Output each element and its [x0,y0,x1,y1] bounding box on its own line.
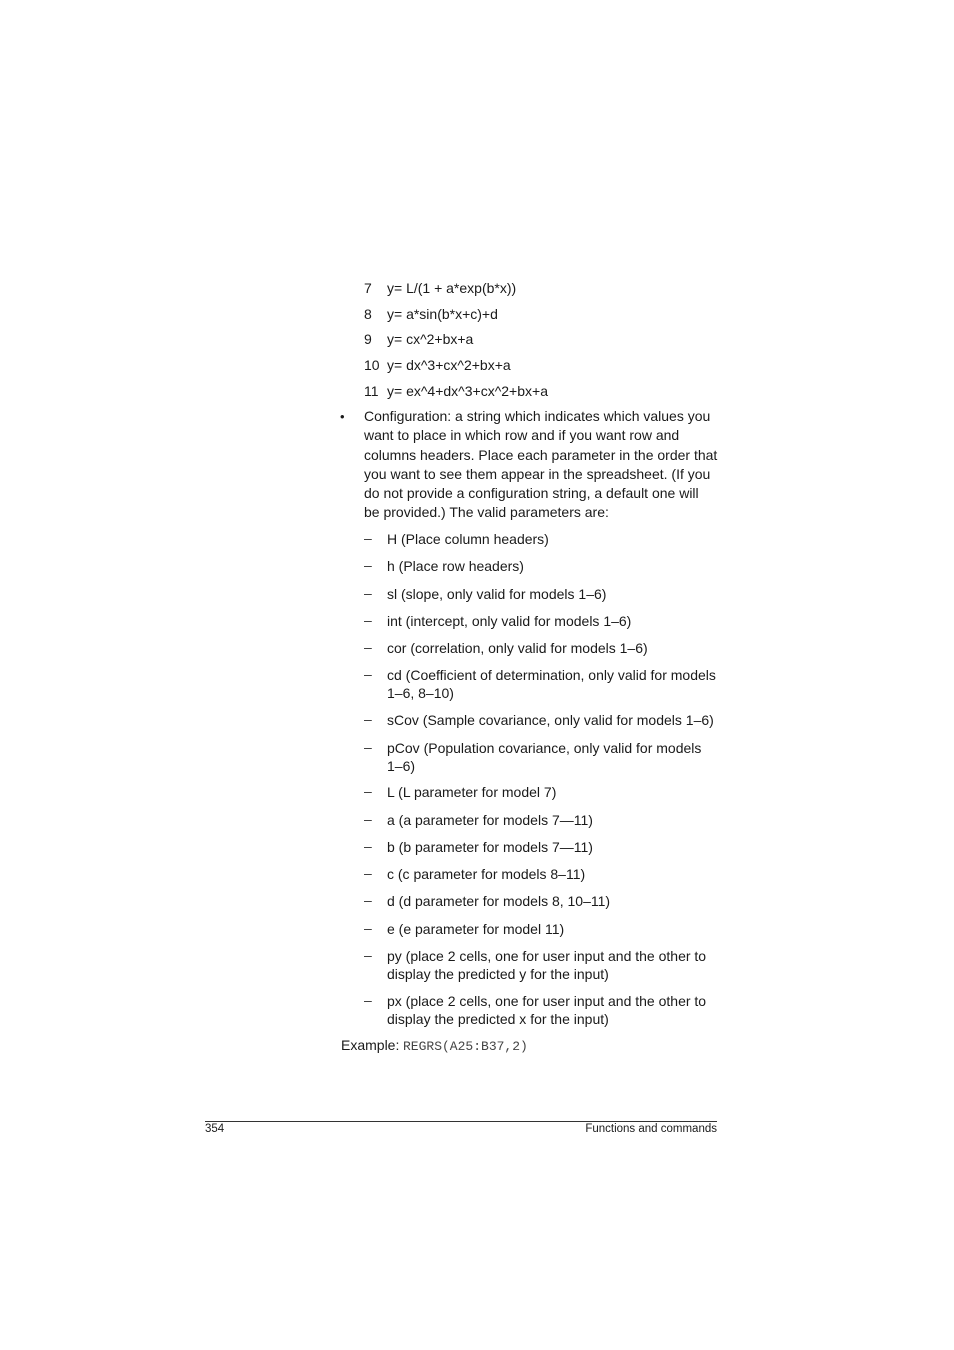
dash-marker: – [364,639,372,655]
parameter-text: display the predicted x for the input) [387,1011,609,1027]
dash-marker: – [364,865,372,881]
dash-marker: – [364,892,372,908]
configuration-paragraph [364,407,719,523]
parameter-item [387,666,727,702]
model-number: 8 [364,306,372,322]
model-formula: y= cx^2+bx+a [387,331,474,347]
dash-marker: – [364,530,372,546]
parameter-text: cor (correlation, only valid for models 1–6) [387,640,648,656]
parameter-item [387,865,727,883]
parameter-text: sl (slope, only valid for models 1–6) [387,586,607,602]
parameter-text: b (b parameter for models 7—11) [387,839,593,855]
dash-marker: – [364,992,372,1008]
parameter-text: int (intercept, only valid for models 1–6) [387,613,632,629]
model-formula: y= L/(1 + a*exp(b*x)) [387,280,517,296]
parameter-text: cd (Coefficient of determination, only valid for models [387,667,716,683]
parameter-item [387,892,727,910]
example-code: REGRS(A25:B37,2) [403,1039,528,1054]
paragraph-line: Configuration: a string which indicates which values you [364,408,711,424]
parameter-text: h (Place row headers) [387,558,524,574]
bullet-marker: • [340,409,345,424]
dash-marker: – [364,557,372,573]
parameter-item [387,920,727,938]
parameter-text: pCov (Population covariance, only valid for models [387,740,702,756]
footer-rule [205,1121,717,1122]
dash-marker: – [364,920,372,936]
section-title: Functions and commands [585,1123,717,1135]
example-label: Example: [341,1037,400,1053]
parameter-text: H (Place column headers) [387,531,549,547]
parameter-item [387,992,727,1028]
parameter-text: e (e parameter for model 11) [387,921,565,937]
parameter-item [387,585,727,603]
dash-marker: – [364,711,372,727]
dash-marker: – [364,947,372,963]
parameter-item [387,612,727,630]
dash-marker: – [364,811,372,827]
paragraph-line: be provided.) The valid parameters are: [364,504,609,521]
model-number: 11 [364,383,379,399]
parameter-item [387,783,727,801]
dash-marker: – [364,585,372,601]
parameter-text: px (place 2 cells, one for user input and the other to [387,993,707,1009]
parameter-text: a (a parameter for models 7—11) [387,812,593,828]
paragraph-line: columns headers. Place each parameter in the order that [364,446,718,463]
dash-marker: – [364,612,372,628]
paragraph-line: do not provide a configuration string, a default one will [364,485,699,502]
parameter-text: 1–6) [387,758,416,774]
dash-marker: – [364,666,372,682]
model-number: 10 [364,357,380,373]
parameter-item [387,530,727,548]
parameter-item [387,838,727,856]
parameter-text: py (place 2 cells, one for user input and the other to [387,948,707,964]
parameter-text: d (d parameter for models 8, 10–11) [387,893,611,909]
parameter-item [387,711,727,729]
parameter-item [387,739,727,775]
parameter-text: sCov (Sample covariance, only valid for models 1–6) [387,712,714,728]
dash-marker: – [364,838,372,854]
dash-marker: – [364,783,372,799]
parameter-item [387,811,727,829]
page-number: 354 [205,1123,225,1135]
parameter-item [387,639,727,657]
parameter-item [387,557,727,575]
parameter-text: c (c parameter for models 8–11) [387,866,586,882]
model-formula: y= dx^3+cx^2+bx+a [387,357,511,373]
model-formula: y= a*sin(b*x+c)+d [387,306,498,322]
model-formula: y= ex^4+dx^3+cx^2+bx+a [387,383,548,399]
parameter-text: 1–6, 8–10) [387,685,454,701]
parameter-item [387,947,727,983]
paragraph-line: you want to see them appear in the spreadsheet. (If you [364,465,711,482]
paragraph-line: want to place in which row and if you want row and [364,427,680,444]
model-number: 9 [364,331,372,347]
parameter-text: L (L parameter for model 7) [387,784,557,800]
model-number: 7 [364,280,372,296]
dash-marker: – [364,739,372,755]
parameter-text: display the predicted y for the input) [387,966,609,982]
